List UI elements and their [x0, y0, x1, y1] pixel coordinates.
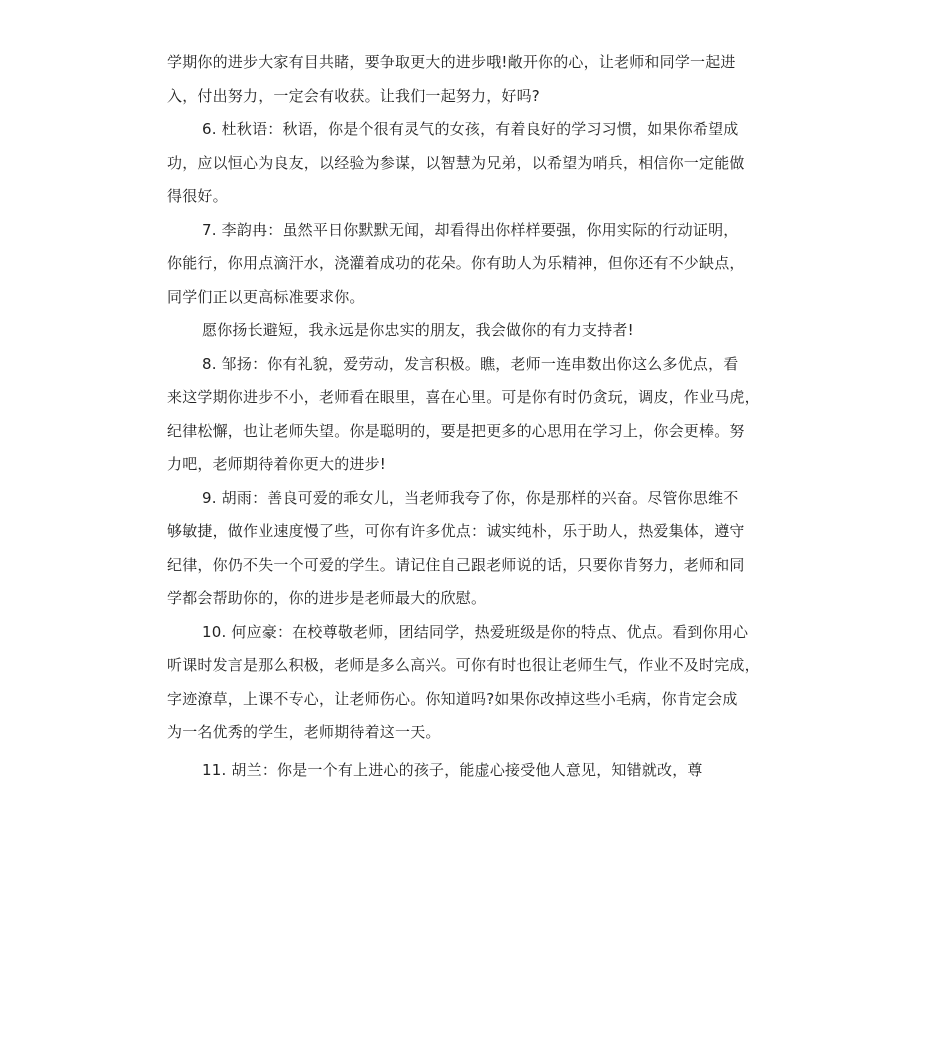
comment-9-line-3: 纪律，你仍不失一个可爱的学生。请记住自己跟老师说的话，只要你肯努力，老师和同 — [167, 555, 745, 574]
comment-10-line-1: 10. 何应豪：在校尊敬老师，团结同学，热爱班级是你的特点、优点。看到你用心 — [202, 622, 749, 641]
comment-8-line-2: 来这学期你进步不小，老师看在眼里，喜在心里。可是你有时仍贪玩，调皮，作业马虎， — [167, 388, 760, 406]
text-line-1: 学期你的进步大家有目共睹，要争取更大的进步哦!敞开你的心，让老师和同学一起进 — [167, 53, 736, 71]
comment-6-line-3: 得很好。 — [167, 187, 228, 205]
text-line-2: 入，付出努力，一定会有收获。让我们一起努力，好吗? — [167, 86, 540, 105]
comment-10-line-3: 字迹潦草，上课不专心，让老师伤心。你知道吗?如果你改掉这些小毛病，你肯定会成 — [167, 689, 738, 708]
comment-9-line-1: 9. 胡雨：善良可爱的乖女儿，当老师我夸了你，你是那样的兴奋。尽管你思维不 — [202, 488, 739, 507]
comment-8-line-3: 纪律松懈，也让老师失望。你是聪明的，要是把更多的心思用在学习上，你会更棒。努 — [167, 421, 745, 440]
comment-10-line-2: 听课时发言是那么积极，老师是多么高兴。可你有时也很让老师生气，作业不及时完成， — [167, 656, 760, 674]
comment-8-line-1: 8. 邹扬：你有礼貌，爱劳动，发言积极。瞧，老师一连串数出你这么多优点，看 — [202, 354, 739, 373]
comment-6-line-1: 6. 杜秋语：秋语，你是个很有灵气的女孩，有着良好的学习习惯，如果你希望成 — [202, 120, 739, 138]
comment-6-line-2: 功，应以恒心为良友，以经验为参谋，以智慧为兄弟，以希望为哨兵，相信你一定能做 — [167, 153, 745, 172]
comment-11-line-1: 11. 胡兰：你是一个有上进心的孩子，能虚心接受他人意见，知错就改，尊 — [202, 760, 703, 779]
comment-8-line-4: 力吧，老师期待着你更大的进步! — [167, 455, 387, 473]
comment-9-line-2: 够敏捷，做作业速度慢了些，可你有许多优点：诚实纯朴，乐于助人，热爱集体，遵守 — [167, 522, 745, 540]
comment-7-line-4: 愿你扬长避短，我永远是你忠实的朋友，我会做你的有力支持者! — [202, 321, 634, 339]
document-body — [167, 46, 807, 787]
comment-7-line-1: 7. 李韵冉：虽然平日你默默无闻，却看得出你样样要强，你用实际的行动证明， — [202, 220, 739, 239]
comment-7-line-2: 你能行，你用点滴汗水，浇灌着成功的花朵。你有助人为乐精神，但你还有不少缺点， — [167, 254, 745, 272]
comment-9-line-4: 学都会帮助你的，你的进步是老师最大的欣慰。 — [167, 589, 487, 607]
comment-7-line-3: 同学们正以更高标准要求你。 — [167, 287, 365, 306]
comment-10-line-4: 为一名优秀的学生，老师期待着这一天。 — [167, 723, 441, 741]
